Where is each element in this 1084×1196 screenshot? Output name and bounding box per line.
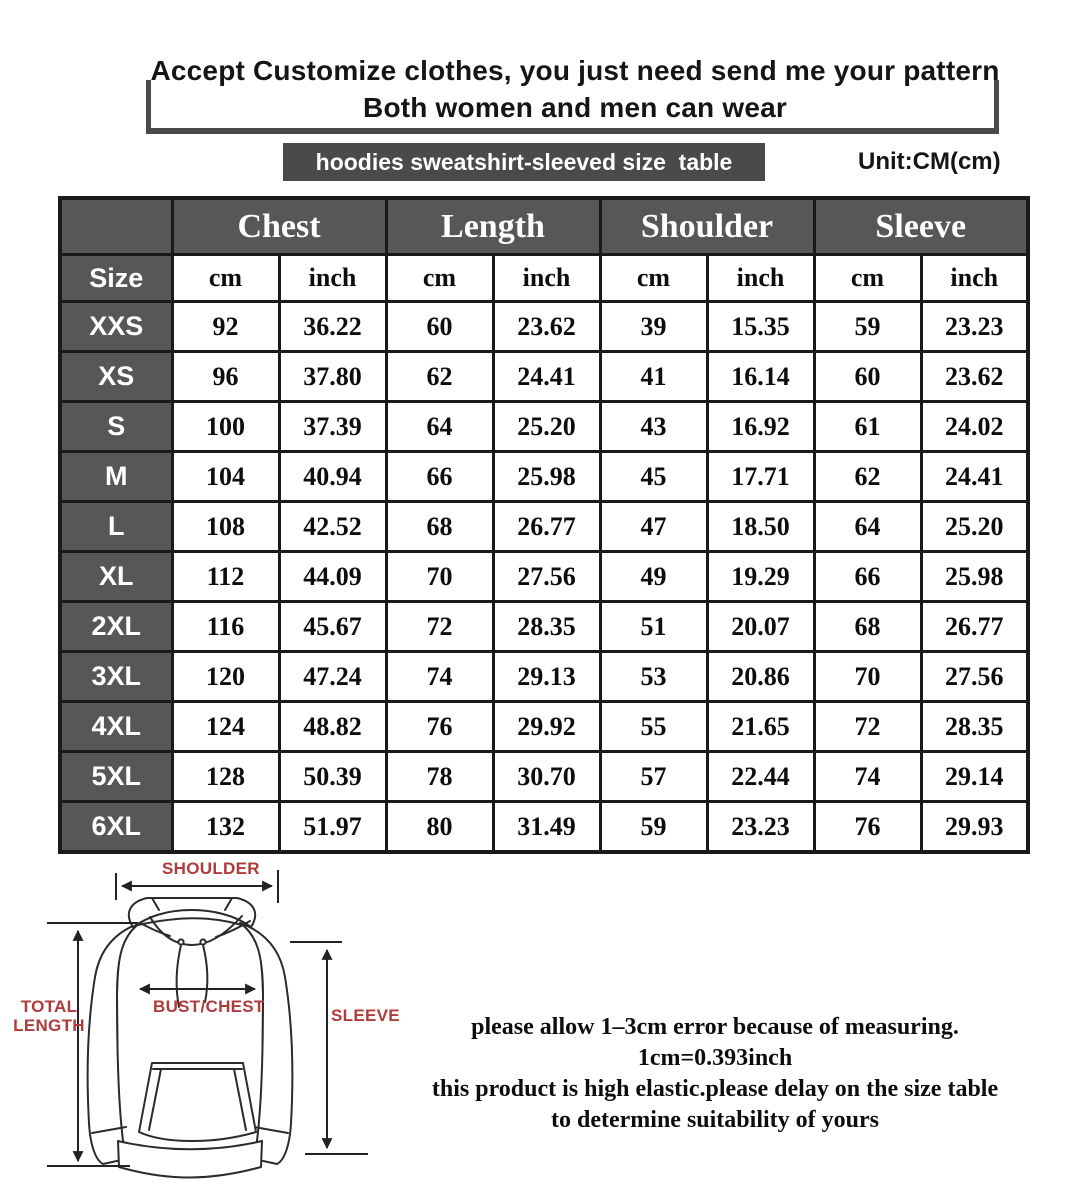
value-cell: 23.62 <box>921 352 1028 402</box>
size-cell: S <box>60 402 172 452</box>
sleeve-label: SLEEVE <box>331 1006 400 1025</box>
shoulder-label: SHOULDER <box>162 859 260 878</box>
table-row <box>60 602 1028 652</box>
value-cell: 44.09 <box>279 552 386 602</box>
value-cell: 47 <box>600 502 707 552</box>
value-cell: 70 <box>814 652 921 702</box>
value-cell: 27.56 <box>493 552 600 602</box>
table-row <box>60 552 1028 602</box>
table-row <box>60 352 1028 402</box>
value-cell: 124 <box>172 702 279 752</box>
value-cell: 49 <box>600 552 707 602</box>
sub-header-cell: inch <box>707 255 814 302</box>
group-header-sleeve: Sleeve <box>814 198 1028 255</box>
value-cell: 51 <box>600 602 707 652</box>
size-table <box>58 196 1030 854</box>
table-row <box>60 802 1028 853</box>
table-row <box>60 452 1028 502</box>
value-cell: 70 <box>386 552 493 602</box>
value-cell: 24.41 <box>493 352 600 402</box>
value-cell: 66 <box>814 552 921 602</box>
value-cell: 22.44 <box>707 752 814 802</box>
value-cell: 20.07 <box>707 602 814 652</box>
value-cell: 37.80 <box>279 352 386 402</box>
table-row <box>60 652 1028 702</box>
header-line-2: Both women and men can wear <box>363 92 787 123</box>
hoodie-illustration <box>88 898 293 1178</box>
value-cell: 96 <box>172 352 279 402</box>
note-line: please allow 1–3cm error because of measuring. <box>471 1014 959 1040</box>
sub-header-row <box>60 255 1028 302</box>
value-cell: 40.94 <box>279 452 386 502</box>
sleeve-arrow <box>290 942 368 1154</box>
value-cell: 36.22 <box>279 302 386 352</box>
value-cell: 28.35 <box>921 702 1028 752</box>
group-header-shoulder: Shoulder <box>600 198 814 255</box>
group-header-row <box>60 198 1028 255</box>
measurement-notes <box>400 1012 1030 1136</box>
sub-header-cell: cm <box>172 255 279 302</box>
size-cell: 2XL <box>60 602 172 652</box>
table-row <box>60 302 1028 352</box>
value-cell: 92 <box>172 302 279 352</box>
group-header-length: Length <box>386 198 600 255</box>
size-table-body <box>60 302 1028 853</box>
size-cell: XXS <box>60 302 172 352</box>
value-cell: 132 <box>172 802 279 853</box>
size-cell: L <box>60 502 172 552</box>
value-cell: 72 <box>814 702 921 752</box>
value-cell: 26.77 <box>921 602 1028 652</box>
note-line: 1cm=0.393inch <box>637 1045 793 1071</box>
size-cell: M <box>60 452 172 502</box>
size-table-bar: hoodies sweatshirt-sleeved size table <box>283 143 765 181</box>
size-cell: 6XL <box>60 802 172 853</box>
table-row <box>60 702 1028 752</box>
value-cell: 64 <box>814 502 921 552</box>
header-line-1: Accept Customize clothes, you just need send me your pattern <box>150 55 1000 86</box>
value-cell: 104 <box>172 452 279 502</box>
value-cell: 60 <box>814 352 921 402</box>
value-cell: 59 <box>600 802 707 853</box>
value-cell: 116 <box>172 602 279 652</box>
size-cell: 3XL <box>60 652 172 702</box>
value-cell: 66 <box>386 452 493 502</box>
group-header-chest: Chest <box>172 198 386 255</box>
value-cell: 48.82 <box>279 702 386 752</box>
value-cell: 55 <box>600 702 707 752</box>
value-cell: 24.02 <box>921 402 1028 452</box>
value-cell: 16.14 <box>707 352 814 402</box>
value-cell: 112 <box>172 552 279 602</box>
value-cell: 100 <box>172 402 279 452</box>
value-cell: 25.20 <box>921 502 1028 552</box>
sub-header-cell: cm <box>814 255 921 302</box>
value-cell: 74 <box>814 752 921 802</box>
value-cell: 31.49 <box>493 802 600 853</box>
value-cell: 50.39 <box>279 752 386 802</box>
value-cell: 29.92 <box>493 702 600 752</box>
value-cell: 128 <box>172 752 279 802</box>
value-cell: 61 <box>814 402 921 452</box>
value-cell: 45 <box>600 452 707 502</box>
header-bracket <box>146 80 999 134</box>
value-cell: 16.92 <box>707 402 814 452</box>
value-cell: 43 <box>600 402 707 452</box>
value-cell: 60 <box>386 302 493 352</box>
size-cell: 4XL <box>60 702 172 752</box>
value-cell: 108 <box>172 502 279 552</box>
sub-header-cell: inch <box>921 255 1028 302</box>
sub-header-cell: cm <box>600 255 707 302</box>
size-cell: 5XL <box>60 752 172 802</box>
value-cell: 78 <box>386 752 493 802</box>
value-cell: 25.20 <box>493 402 600 452</box>
sub-header-cell: inch <box>279 255 386 302</box>
value-cell: 41 <box>600 352 707 402</box>
value-cell: 25.98 <box>921 552 1028 602</box>
value-cell: 42.52 <box>279 502 386 552</box>
note-line: to determine suitability of yours <box>551 1107 879 1133</box>
value-cell: 45.67 <box>279 602 386 652</box>
value-cell: 18.50 <box>707 502 814 552</box>
value-cell: 76 <box>386 702 493 752</box>
size-cell: XL <box>60 552 172 602</box>
unit-label: Unit:CM(cm) <box>858 148 1001 175</box>
value-cell: 53 <box>600 652 707 702</box>
table-row <box>60 752 1028 802</box>
value-cell: 20.86 <box>707 652 814 702</box>
value-cell: 21.65 <box>707 702 814 752</box>
sub-header-cell: inch <box>493 255 600 302</box>
value-cell: 62 <box>814 452 921 502</box>
value-cell: 24.41 <box>921 452 1028 502</box>
value-cell: 37.39 <box>279 402 386 452</box>
value-cell: 23.23 <box>921 302 1028 352</box>
value-cell: 17.71 <box>707 452 814 502</box>
total-length-label: TOTAL LENGTH <box>13 997 85 1035</box>
value-cell: 29.14 <box>921 752 1028 802</box>
value-cell: 74 <box>386 652 493 702</box>
value-cell: 15.35 <box>707 302 814 352</box>
value-cell: 19.29 <box>707 552 814 602</box>
value-cell: 120 <box>172 652 279 702</box>
value-cell: 80 <box>386 802 493 853</box>
value-cell: 39 <box>600 302 707 352</box>
value-cell: 29.93 <box>921 802 1028 853</box>
sub-header-cell: cm <box>386 255 493 302</box>
corner-cell <box>60 198 172 255</box>
table-row <box>60 402 1028 452</box>
value-cell: 76 <box>814 802 921 853</box>
value-cell: 28.35 <box>493 602 600 652</box>
size-cell: XS <box>60 352 172 402</box>
value-cell: 23.23 <box>707 802 814 853</box>
value-cell: 29.13 <box>493 652 600 702</box>
value-cell: 25.98 <box>493 452 600 502</box>
value-cell: 72 <box>386 602 493 652</box>
value-cell: 57 <box>600 752 707 802</box>
value-cell: 30.70 <box>493 752 600 802</box>
value-cell: 47.24 <box>279 652 386 702</box>
value-cell: 26.77 <box>493 502 600 552</box>
table-row <box>60 502 1028 552</box>
value-cell: 59 <box>814 302 921 352</box>
value-cell: 68 <box>814 602 921 652</box>
note-line: this product is high elastic.please delay on the size table <box>431 1076 999 1102</box>
value-cell: 64 <box>386 402 493 452</box>
bust-chest-label: BUST/CHEST <box>153 997 265 1016</box>
value-cell: 23.62 <box>493 302 600 352</box>
value-cell: 27.56 <box>921 652 1028 702</box>
size-header-cell: Size <box>60 255 172 302</box>
value-cell: 51.97 <box>279 802 386 853</box>
value-cell: 62 <box>386 352 493 402</box>
value-cell: 68 <box>386 502 493 552</box>
